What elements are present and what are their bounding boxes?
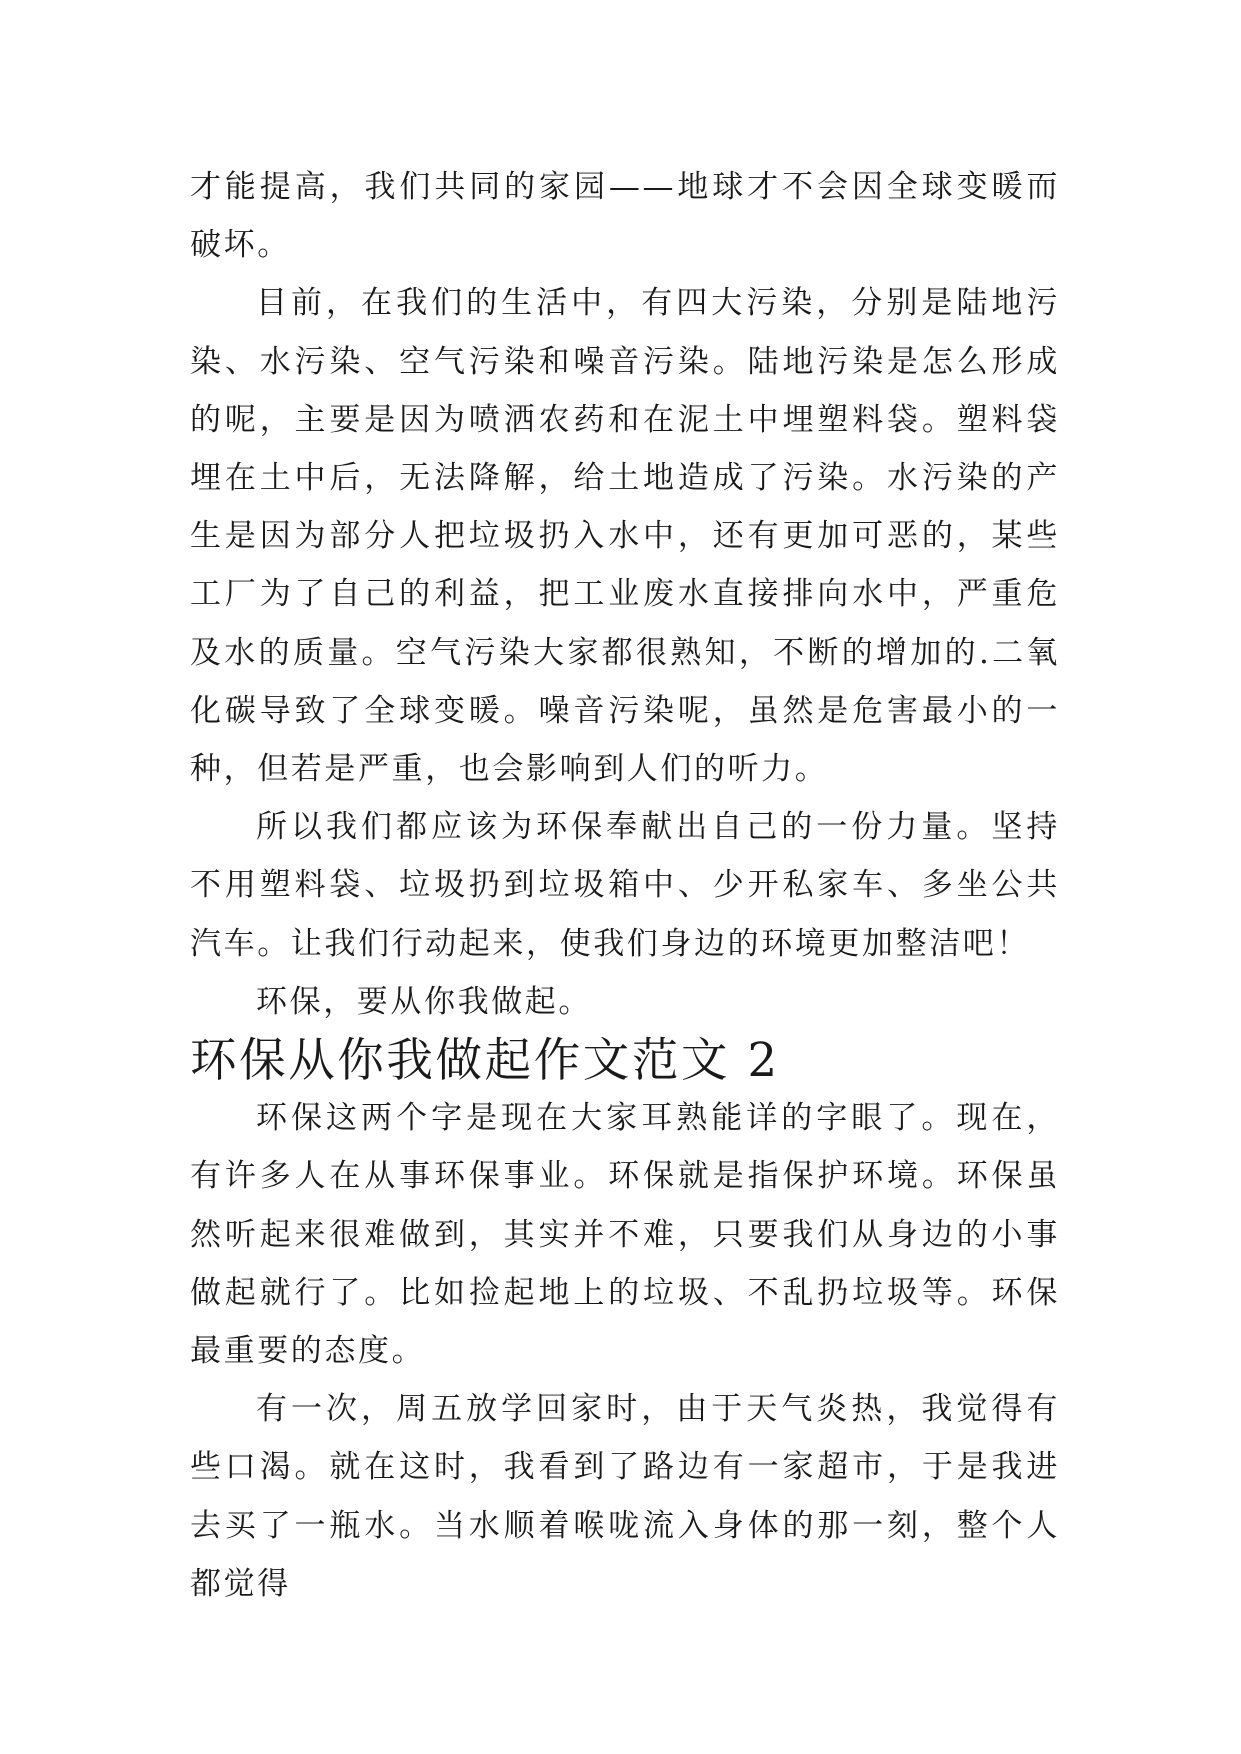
paragraph-conclusion: 环保，要从你我做起。 — [256, 983, 592, 1020]
paragraph-intro-2: 环保这两个字是现在大家耳熟能详的字眼了。现在，有许多人在从事环保事业。环保就是指保护环境。环保虽然听起来很难做到，其实并不难，只要我们从身边的小事做起就行了。比如捡起地上的垃圾、不乱扔垃圾等。环保最重要的态度。 — [190, 1100, 1060, 1370]
document-body — [190, 158, 1060, 1613]
paragraph-pollution: 目前，在我们的生活中，有四大污染，分别是陆地污染、水污染、空气污染和噪音污染。陆地污染是怎么形成的呢，主要是因为喷洒农药和在泥土中埋塑料袋。塑料袋埋在土中后，无法降解，给土地造成了污染。水污染的产生是因为部分人把垃圾扔入水中，还有更加可恶的，某些工厂为了自己的利益，把工业废水直接排向水中，严重危及水的质量。空气污染大家都很熟知，不断的增加的.二氧化碳导致了全球变暖。噪音污染呢，虽然是危害最小的一种，但若是严重，也会影响到人们的听力。 — [190, 285, 1060, 788]
paragraph-contribution: 所以我们都应该为环保奉献出自己的一份力量。坚持不用塑料袋、垃圾扔到垃圾箱中、少开私家车、多坐公共汽车。让我们行动起来，使我们身边的环境更加整洁吧！ — [190, 809, 1060, 962]
paragraph-continuation: 才能提高，我们共同的家园——地球才不会因全球变暖而破坏。 — [190, 169, 1060, 264]
section-title: 环保从你我做起作文范文 2 — [190, 1033, 780, 1088]
paragraph-story: 有一次，周五放学回家时，由于天气炎热，我觉得有些口渴。就在这时，我看到了路边有一家超市，于是我进去买了一瓶水。当水顺着喉咙流入身体的那一刻，整个人都觉得 — [190, 1391, 1060, 1602]
